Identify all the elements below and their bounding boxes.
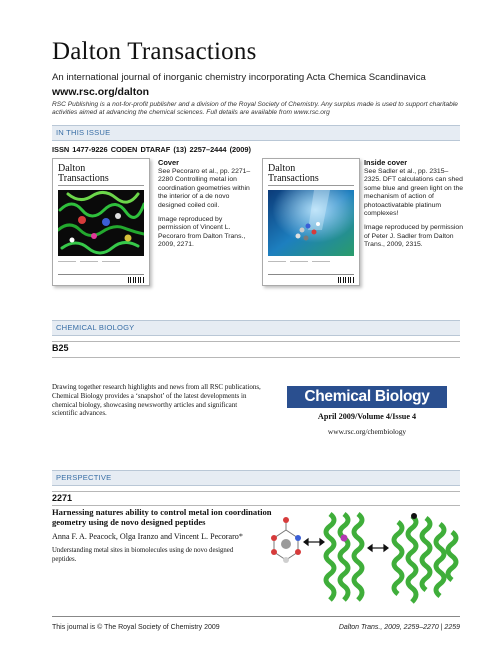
cover-text: See Pecoraro et al., pp. 2271–2280 Controlling metal ion coordination geometries within the interior of a de novo designed coiled coil. — [158, 168, 251, 209]
cover-divider — [58, 185, 144, 186]
publisher-note: RSC Publishing is a not-for-profit publisher and a division of the Royal Society of Chemistry. Any surplus made is used to support charitable activities aimed at advancing the chemical sciences. Full details are available from www.rsc.org — [52, 101, 458, 117]
chem-bio-url[interactable]: www.rsc.org/chembiology — [327, 427, 407, 436]
section-band-chemical-biology — [52, 320, 460, 336]
chem-bio-issue: April 2009/Volume 4/Issue 4 — [317, 412, 417, 421]
coiled-coil-helices — [326, 514, 362, 600]
chem-bio-description: Drawing together research highlights and news from all RSC publications, Chemical Biology provides a ‘snapshot’ of the latest developments in chemical biology, showcasing newsworthy articles and significant scientific advances. — [52, 383, 261, 418]
article-authors: Anna F. A. Peacock, Olga Iranzo and Vincent L. Pecoraro* — [52, 532, 243, 541]
section-band-in-this-issue — [52, 125, 460, 141]
section-label: PERSPECTIVE — [56, 473, 112, 482]
cover-heading: Cover — [158, 158, 179, 167]
cover-caption — [158, 158, 254, 256]
inside-col — [290, 261, 308, 271]
cover-col — [80, 261, 98, 271]
journal-url[interactable]: www.rsc.org/dalton — [52, 86, 150, 98]
section-divider — [52, 491, 460, 492]
inside-col — [312, 261, 330, 271]
cover-bottom-rule — [58, 274, 144, 275]
protein-bundle — [394, 516, 456, 602]
inside-divider — [268, 185, 354, 186]
chem-bio-logo: Chemical Biology — [287, 386, 447, 408]
cover-credit: Image reproduced by permission of Vincent L. Pecoraro from Dalton Trans., 2009, 2271. — [158, 216, 246, 249]
journal-title: Dalton Transactions — [52, 38, 257, 65]
barcode-icon — [128, 277, 144, 283]
journal-subtitle: An international journal of inorganic chemistry incorporating Acta Chemica Scandinavica — [52, 72, 426, 83]
double-arrow-icon — [304, 539, 324, 545]
double-arrow-icon — [368, 545, 388, 551]
issn-line: ISSN 1477-9226 CODEN DTARAF (13) 2257–2444 (2009) — [52, 145, 251, 154]
footer-copyright: This journal is © The Royal Society of Chemistry 2009 — [52, 624, 220, 631]
footer-rule — [52, 616, 460, 617]
inside-col — [268, 261, 286, 271]
inside-cover-thumbnail[interactable] — [262, 158, 360, 286]
inside-cover-credit: Image reproduced by permission of Peter J. Sadler from Dalton Trans., 2009, 2315. — [364, 224, 463, 249]
section-divider — [52, 341, 460, 342]
inside-cover-heading: Inside cover — [364, 158, 408, 167]
inside-cover-artwork — [268, 190, 354, 256]
article-title[interactable]: Harnessing natures ability to control metal ion coordination geometry using de novo designed peptides — [52, 507, 272, 527]
inside-cover-text: See Sadler et al., pp. 2315–2325. DFT calculations can shed some blue and green light on the mechanism of action of photoactivatable platinum complexes! — [364, 168, 464, 218]
section-label: IN THIS ISSUE — [56, 128, 111, 137]
section-divider — [52, 357, 460, 358]
inside-cover-caption — [364, 158, 464, 256]
chem-bio-page-number[interactable]: B25 — [52, 343, 69, 353]
perspective-page-number[interactable]: 2271 — [52, 493, 73, 503]
footer-citation: Dalton Trans., 2009, 2259–2270 | 2259 — [338, 624, 460, 631]
cover-col — [102, 261, 120, 271]
barcode-icon — [338, 277, 354, 283]
article-description: Understanding metal sites in biomolecules using de novo designed peptides. — [52, 547, 234, 563]
cover-artwork — [58, 190, 144, 256]
section-band-perspective — [52, 470, 460, 486]
cover-thumbnail[interactable] — [52, 158, 150, 286]
cover-col — [58, 261, 76, 271]
peptide-structure-figure — [264, 508, 464, 608]
inside-thumb-title: Dalton Transactions — [268, 163, 319, 184]
cover-thumb-title: Dalton Transactions — [58, 163, 109, 184]
section-label: CHEMICAL BIOLOGY — [56, 323, 135, 332]
section-divider — [52, 505, 460, 506]
inside-bottom-rule — [268, 274, 354, 275]
